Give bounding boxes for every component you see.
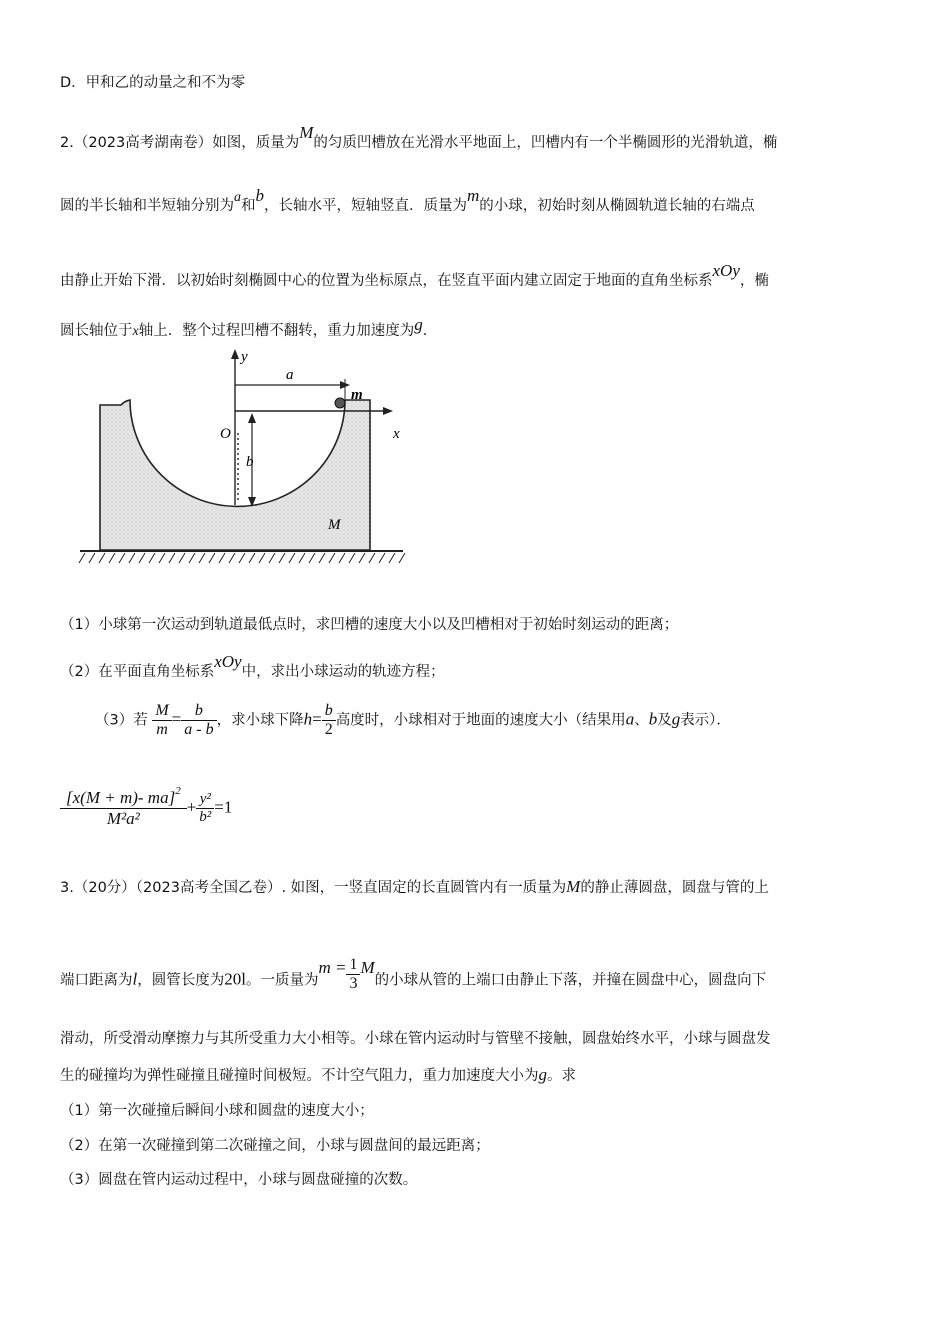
option-d: D．甲和乙的动量之和不为零	[60, 75, 246, 91]
q3-line-4: 生的碰撞均为弹性碰撞且碰撞时间极短。不计空气阻力，重力加速度大小为g。求	[60, 1065, 576, 1084]
q3-line-3: 滑动，所受滑动摩擦力与其所受重力大小相等。小球在管内运动时与管壁不接触，圆盘始终水平，小球与圆盘发	[60, 1031, 771, 1047]
q3-sub-3: （3）圆盘在管内运动过程中，小球与圆盘碰撞的次数。	[60, 1172, 418, 1188]
var-M: M	[299, 123, 314, 142]
q3-sub-1: （1）第一次碰撞后瞬间小球和圆盘的速度大小；	[60, 1103, 374, 1119]
trajectory-equation: $\frac{[x(M + m)- ma]^2}{\text{M²a²}}$ + $\frac{\text{y²}}{\text{b²}}$ =1	[60, 788, 232, 829]
var-b: b	[255, 186, 264, 205]
ball	[335, 398, 345, 408]
label-m: m	[351, 387, 363, 403]
label-x: x	[393, 426, 400, 442]
q3-source: （2023高考全国乙卷）	[135, 880, 282, 896]
answer-fraction: $\frac{[x(M + m)- ma]^2}{\text{M²a²}}$	[60, 788, 187, 829]
q2-source: （2023高考湖南卷）	[73, 135, 213, 151]
groove-figure	[75, 345, 410, 577]
q2-number: 2.	[60, 135, 74, 151]
var-xOy-2: xOy	[214, 652, 242, 671]
q2-sub-3: （3）若 $\frac{M}{m}$ = $\frac{b}{a - b}$ ，求小球下降h= $\frac{b}{2}$ 高度时，小球相对于地面的速度大小（结果用a、b及g表示）．	[95, 702, 731, 738]
frac-M-over-m: $\frac{M}{m}$	[152, 702, 171, 739]
q2-line-2: 圆的半长轴和半短轴分别为a和b，长轴水平，短轴竖直．质量为m的小球，初始时刻从椭圆轨道长轴的右端点	[60, 186, 755, 214]
label-O: O	[220, 426, 231, 442]
var-x: x	[132, 324, 139, 339]
q3-line-1: 3.（20分）（2023高考全国乙卷）. 如图，一竖直固定的长直圆管内有一质量为M的静止薄圆盘，圆盘与管的上	[60, 877, 769, 896]
var-xOy: xOy	[712, 261, 740, 280]
q3-number: 3.	[60, 880, 74, 896]
label-b: b	[246, 454, 254, 470]
tube-length: 20l	[224, 969, 246, 989]
label-y: y	[241, 349, 248, 365]
var-g: g	[414, 315, 423, 334]
q3-line-2: 端口距离为l，圆管长度为20l。一质量为m = $\frac{1}{3}$ M的小球从管的上端口由静止下落，并撞在圆盘中心，圆盘向下	[60, 956, 767, 992]
ground-hatch	[79, 553, 405, 563]
var-m: m	[467, 186, 480, 205]
q2-line-1: 2.（2023高考湖南卷）如图，质量为M的匀质凹槽放在光滑水平地面上，凹槽内有一个半椭圆形的光滑轨道，椭	[60, 123, 778, 151]
q2-line-3: 由静止开始下滑．以初始时刻椭圆中心的位置为坐标原点，在竖直平面内建立固定于地面的直角坐标系xOy，椭	[60, 261, 769, 289]
frac-one-third: $\frac{1}{3}$	[346, 956, 360, 993]
q3-points: （20分）	[73, 880, 136, 896]
label-a: a	[286, 367, 294, 383]
label-M: M	[328, 517, 341, 533]
q2-sub-2: （2）在平面直角坐标系xOy中，求出小球运动的轨迹方程；	[60, 652, 445, 680]
q3-sub-2: （2）在第一次碰撞到第二次碰撞之间，小球与圆盘间的最远距离；	[60, 1138, 490, 1154]
frac-b-over-a-minus-b: $\frac{b}{a - b}$	[181, 702, 216, 739]
var-a: a	[234, 190, 241, 205]
q2-line-4: 圆长轴位于x轴上．整个过程凹槽不翻转，重力加速度为g．	[60, 315, 438, 339]
q2-sub-1: （1）小球第一次运动到轨道最低点时，求凹槽的速度大小以及凹槽相对于初始时刻运动的距离；	[60, 617, 679, 633]
frac-b-over-2: $\frac{b}{2}$	[322, 702, 336, 739]
